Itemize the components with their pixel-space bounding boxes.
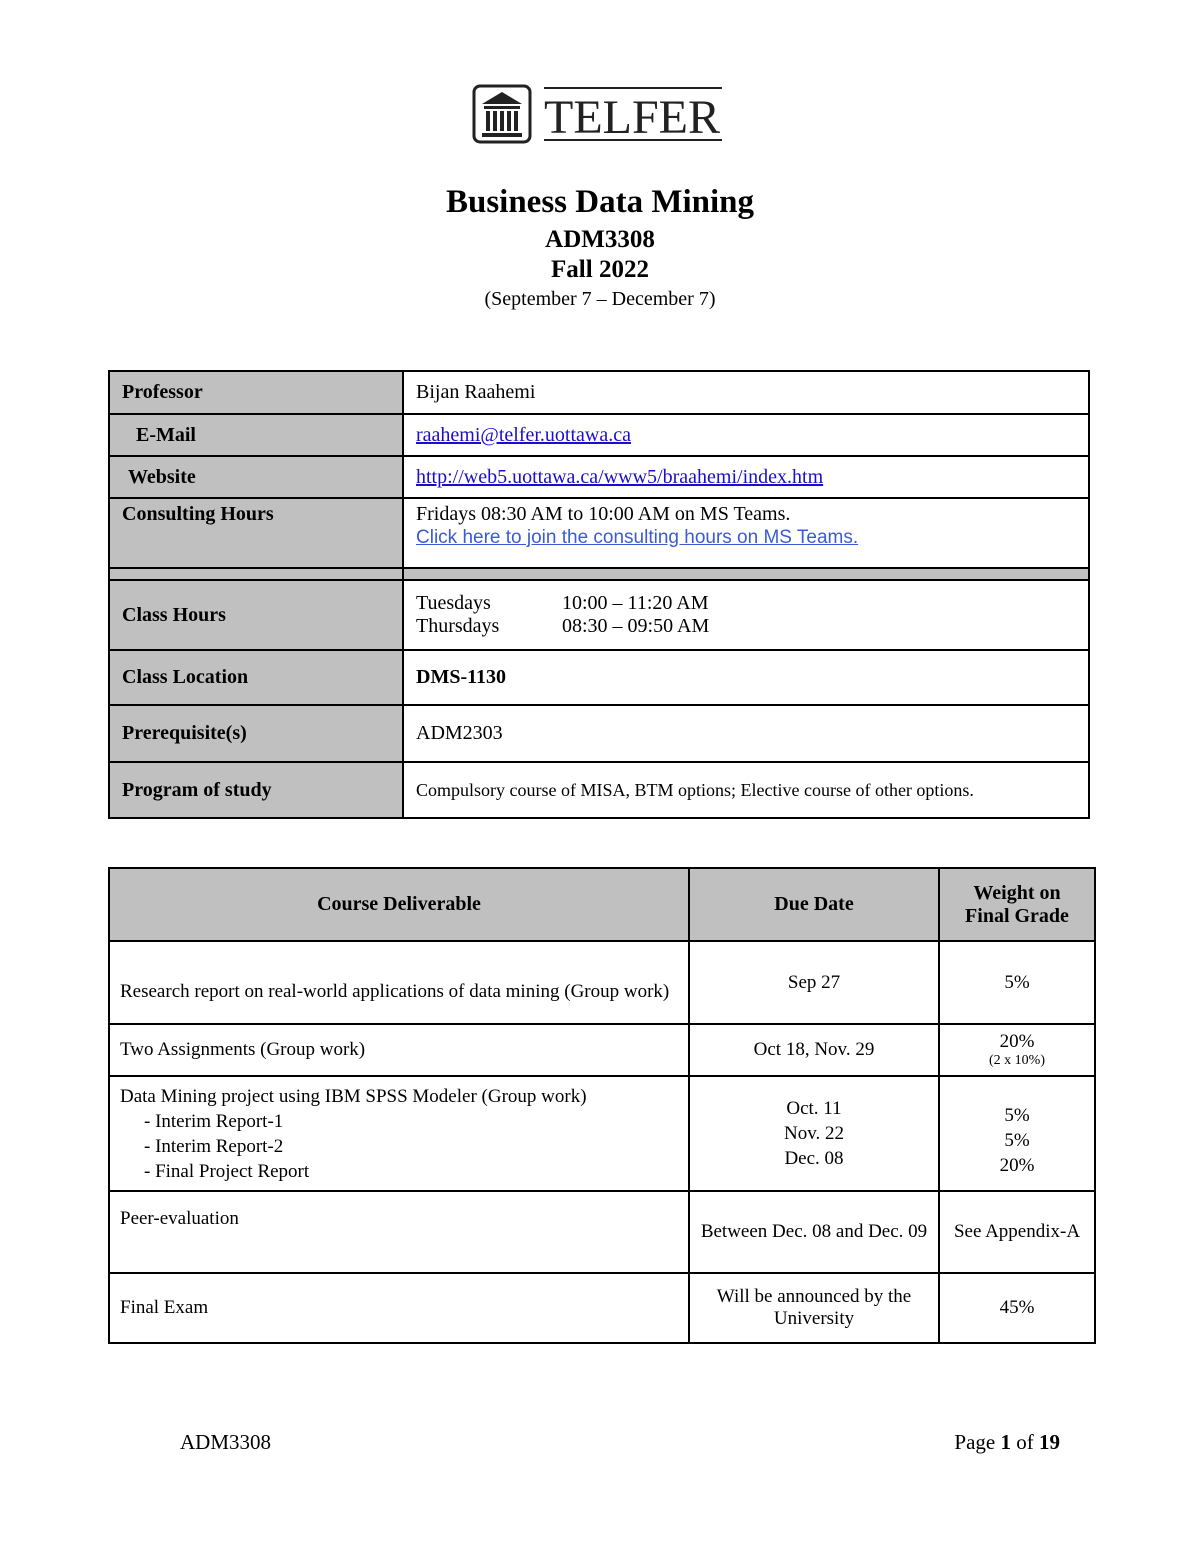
teams-link[interactable]: Click here to join the consulting hours on MS Teams.: [416, 527, 859, 548]
class-hours-thursday: Thursdays 08:30 – 09:50 AM: [416, 615, 710, 637]
deliverables-table: [108, 867, 1096, 1344]
table-row: Peer-evaluation Between Dec. 08 and Dec. 09 See Appendix-A: [109, 1191, 1095, 1273]
program-label: Program of study: [109, 762, 403, 818]
professor-row: [109, 371, 1089, 414]
class-hours-label: Class Hours: [109, 580, 403, 650]
location-label: Class Location: [109, 650, 403, 705]
table-row: Data Mining project using IBM SPSS Modeler (Group work) - Interim Report-1 - Interim Report-2 - Final Project Report Oct. 11 Nov. 22 Dec. 08 5% 5% 20%: [109, 1076, 1095, 1191]
course-dates: (September 7 – December 7): [484, 288, 716, 310]
footer-page-number: Page 1 of 19: [954, 1430, 1060, 1454]
course-title: Business Data Mining: [445, 184, 755, 220]
prereq-row: [109, 705, 1089, 762]
consulting-row: [109, 498, 1089, 568]
header-weight: Weight on Final Grade: [939, 868, 1095, 941]
program-value: Compulsory course of MISA, BTM options; Elective course of other options.: [403, 762, 1089, 818]
header-due-date: Due Date: [689, 868, 939, 941]
telfer-logo: [472, 78, 724, 144]
professor-value: Bijan Raahemi: [403, 371, 1089, 414]
header-deliverable: Course Deliverable: [109, 868, 689, 941]
program-row: [109, 762, 1089, 818]
table-row: Two Assignments (Group work) Oct 18, Nov. 29 20% (2 x 10%): [109, 1024, 1095, 1076]
prereq-value: ADM2303: [403, 705, 1089, 762]
footer-course-code: ADM3308: [180, 1430, 272, 1454]
table-row: Final Exam Will be announced by the University 45%: [109, 1273, 1095, 1343]
consulting-value: Fridays 08:30 AM to 10:00 AM on MS Teams.: [416, 503, 791, 525]
location-row: [109, 650, 1089, 705]
svg-text:TELFER: TELFER: [544, 91, 720, 144]
email-label: E-Mail: [109, 414, 403, 456]
separator-row: [109, 568, 1089, 580]
course-info-table: [108, 370, 1090, 819]
prereq-label: Prerequisite(s): [109, 705, 403, 762]
email-row: [109, 414, 1089, 456]
course-code: ADM3308: [545, 226, 655, 253]
professor-label: Professor: [109, 371, 403, 414]
class-hours-tuesday: Tuesdays 10:00 – 11:20 AM: [416, 592, 709, 614]
table-row: Research report on real-world applications of data mining (Group work) Sep 27 5%: [109, 941, 1095, 1024]
email-link[interactable]: raahemi@telfer.uottawa.ca: [416, 423, 631, 446]
website-label: Website: [109, 456, 403, 498]
website-link[interactable]: http://web5.uottawa.ca/www5/braahemi/index.htm: [416, 465, 824, 488]
deliverables-header-row: [109, 868, 1095, 941]
location-value: DMS-1130: [403, 650, 1089, 705]
course-term: Fall 2022: [551, 256, 649, 283]
website-row: [109, 456, 1089, 498]
consulting-label: Consulting Hours: [109, 498, 403, 568]
class-hours-row: [109, 580, 1089, 650]
